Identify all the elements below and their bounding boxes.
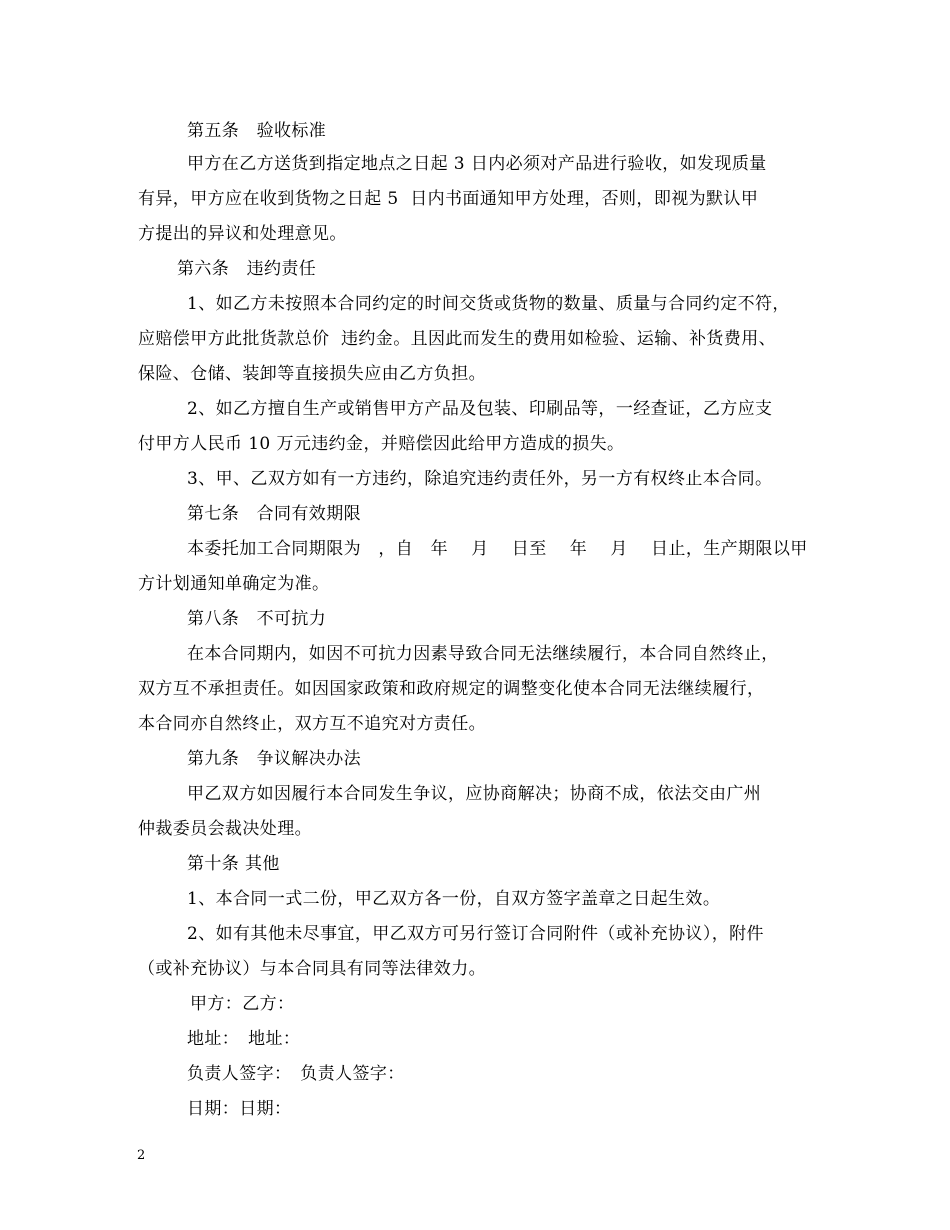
article-10-heading: 第十条 其他 (187, 854, 280, 874)
article-5-text-line: 甲方在乙方送货到指定地点之日起 3 日内必须对产品进行验收，如发现质量 (187, 154, 767, 174)
article-8-text-line: 双方互不承担责任。如因国家政策和政府规定的调整变化使本合同无法继续履行， (138, 679, 765, 699)
signature-address-line: 地址： 地址： (187, 1029, 301, 1049)
article-5-text-line: 有异，甲方应在收到货物之日起 5 日内书面通知甲方处理，否则，即视为默认甲 (138, 189, 759, 209)
article-9-text-line: 仲裁委员会裁决处理。 (138, 819, 312, 839)
article-7-text-line: 方计划通知单确定为准。 (138, 574, 330, 594)
signature-party-line: 甲方：乙方： (190, 994, 295, 1014)
signature-date-line: 日期：日期： (187, 1099, 292, 1119)
page-number: 2 (137, 1148, 146, 1163)
article-10-clause-2-line: （或补充协议）与本合同具有同等法律效力。 (138, 959, 486, 979)
article-6-clause-2-line: 2、如乙方擅自生产或销售甲方产品及包装、印刷品等，一经查证，乙方应支 (187, 399, 773, 419)
article-7-text-line: 本委托加工合同期限为 ，自 年 月 日至 年 月 日止，生产期限以甲 (187, 539, 808, 559)
signature-signer-line: 负责人签字： 负责人签字： (187, 1064, 405, 1084)
article-5-heading: 第五条 验收标准 (187, 121, 327, 141)
article-6-clause-3-line: 3、甲、乙双方如有一方违约，除追究违约责任外，另一方有权终止本合同。 (187, 469, 773, 489)
article-10-clause-1-line: 1、本合同一式二份，甲乙双方各一份，自双方签字盖章之日起生效。 (187, 889, 721, 909)
article-10-clause-2-line: 2、如有其他未尽事宜，甲乙双方可另行签订合同附件（或补充协议），附件 (187, 924, 764, 944)
article-8-text-line: 本合同亦自然终止，双方互不追究对方责任。 (138, 714, 486, 734)
article-5-text-line: 方提出的异议和处理意见。 (138, 224, 347, 244)
article-6-heading: 第六条 违约责任 (177, 259, 317, 279)
article-9-text-line: 甲乙双方如因履行本合同发生争议，应协商解决；协商不成，依法交由广州 (187, 784, 762, 804)
article-6-clause-1-line: 保险、仓储、装卸等直接损失应由乙方负担。 (138, 364, 486, 384)
article-6-clause-1-line: 1、如乙方未按照本合同约定的时间交货或货物的数量、质量与合同约定不符， (187, 294, 790, 314)
article-8-text-line: 在本合同期内，如因不可抗力因素导致合同无法继续履行，本合同自然终止， (187, 644, 779, 664)
article-8-heading: 第八条 不可抗力 (187, 609, 327, 629)
article-6-clause-1-line: 应赔偿甲方此批货款总价 违约金。且因此而发生的费用如检验、运输、补货费用、 (138, 329, 777, 349)
article-9-heading: 第九条 争议解决办法 (187, 749, 361, 769)
article-6-clause-2-line: 付甲方人民币 10 万元违约金，并赔偿因此给甲方造成的损失。 (138, 434, 625, 454)
article-7-heading: 第七条 合同有效期限 (187, 504, 361, 524)
